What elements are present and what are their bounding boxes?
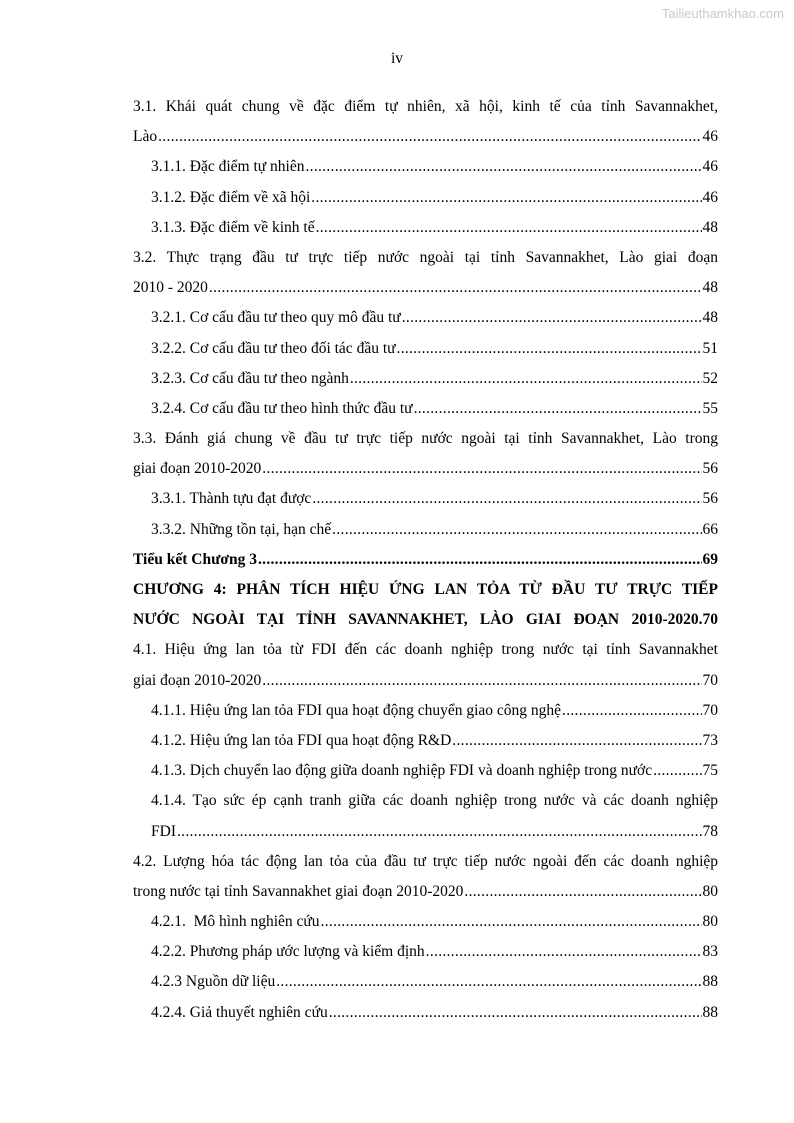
dot-leader bbox=[397, 334, 702, 364]
toc-4-1-1-entry[interactable] bbox=[133, 696, 718, 726]
dot-leader bbox=[305, 152, 701, 182]
toc-3-3-2-page: 66 bbox=[702, 520, 718, 538]
toc-3-2-3-title: 3.2.3. Cơ cấu đầu tư theo ngành bbox=[151, 369, 349, 387]
toc-3-3-2-entry[interactable] bbox=[133, 515, 718, 545]
toc-3-2-4-title: 3.2.4. Cơ cấu đầu tư theo hình thức đầu tư bbox=[151, 399, 413, 417]
toc-4-1-3-entry[interactable] bbox=[133, 756, 718, 786]
table-of-contents bbox=[133, 92, 718, 1028]
toc-4-2-3-title: 4.2.3 Nguồn dữ liệu bbox=[151, 973, 276, 991]
toc-3-2-3-page: 52 bbox=[702, 369, 718, 387]
dot-leader bbox=[312, 484, 701, 514]
toc-3-3-title-cont: giai đoạn 2010-2020 bbox=[133, 460, 262, 478]
dot-leader bbox=[653, 756, 701, 786]
toc-4-1-4-title[interactable]: 4.1.4. Tạo sức ép cạnh tranh giữa các doanh nghiệp trong nước và các doanh nghiệp bbox=[151, 792, 718, 810]
dot-leader bbox=[262, 666, 701, 696]
toc-3-1-1-title: 3.1.1. Đặc điểm tự nhiên bbox=[151, 158, 305, 176]
toc-4-1-4-entry[interactable] bbox=[133, 817, 718, 847]
toc-3-3-page: 56 bbox=[702, 460, 718, 478]
dot-leader bbox=[562, 696, 701, 726]
toc-chapter-4-title[interactable]: CHƯƠNG 4: PHÂN TÍCH HIỆU ỨNG LAN TỎA TỪ ĐẦU TƯ TRỰC TIẾP bbox=[133, 581, 718, 598]
toc-3-1-2-title: 3.1.2. Đặc điểm về xã hội bbox=[151, 188, 311, 206]
toc-summary-chapter-3-page: 69 bbox=[702, 550, 718, 568]
toc-3-3-entry[interactable] bbox=[133, 454, 718, 484]
toc-4-1-4-title-cont: FDI bbox=[151, 822, 176, 840]
toc-3-2-title[interactable]: 3.2. Thực trạng đầu tư trực tiếp nước ngoài tại tỉnh Savannakhet, Lào giai đoạn bbox=[133, 248, 718, 266]
toc-4-1-2-title: 4.1.2. Hiệu ứng lan tỏa FDI qua hoạt động R&D bbox=[151, 731, 452, 749]
toc-3-1-1-entry[interactable] bbox=[133, 152, 718, 182]
toc-summary-chapter-3-entry[interactable] bbox=[133, 545, 718, 575]
toc-3-2-entry[interactable] bbox=[133, 273, 718, 303]
dot-leader bbox=[350, 364, 702, 394]
toc-3-1-3-title: 3.1.3. Đặc điểm về kinh tế bbox=[151, 218, 315, 236]
toc-3-3-1-page: 56 bbox=[702, 490, 718, 508]
toc-3-1-1-page: 46 bbox=[702, 158, 718, 176]
toc-4-2-4-title: 4.2.4. Giả thuyết nghiên cứu bbox=[151, 1003, 328, 1021]
toc-3-1-title-cont: Lào bbox=[133, 128, 158, 146]
toc-4-2-1-entry[interactable] bbox=[133, 907, 718, 937]
toc-4-1-title-cont: giai đoạn 2010-2020 bbox=[133, 671, 262, 689]
toc-4-2-3-page: 88 bbox=[702, 973, 718, 991]
toc-3-1-entry[interactable] bbox=[133, 122, 718, 152]
dot-leader bbox=[276, 967, 701, 997]
toc-4-2-1-page: 80 bbox=[702, 913, 718, 931]
toc-3-3-2-title: 3.3.2. Những tồn tại, hạn chế bbox=[151, 520, 332, 538]
toc-3-2-title-cont: 2010 - 2020 bbox=[133, 279, 208, 297]
toc-4-2-title[interactable]: 4.2. Lượng hóa tác động lan tỏa của đầu tư trực tiếp nước ngoài đến các doanh nghiệp bbox=[133, 852, 718, 870]
dot-leader bbox=[452, 726, 701, 756]
toc-4-2-3-entry[interactable] bbox=[133, 967, 718, 997]
toc-4-2-2-title: 4.2.2. Phương pháp ước lượng và kiểm định bbox=[151, 943, 425, 961]
toc-3-2-1-entry[interactable] bbox=[133, 303, 718, 333]
dot-leader bbox=[329, 998, 702, 1028]
toc-4-1-page: 70 bbox=[702, 671, 718, 689]
toc-summary-chapter-3-title: Tiểu kết Chương 3 bbox=[133, 550, 257, 568]
dot-leader bbox=[321, 907, 702, 937]
toc-4-1-entry[interactable] bbox=[133, 666, 718, 696]
dot-leader bbox=[262, 454, 701, 484]
toc-4-1-2-page: 73 bbox=[702, 731, 718, 749]
toc-4-1-1-page: 70 bbox=[702, 701, 718, 719]
toc-3-1-3-page: 48 bbox=[702, 218, 718, 236]
toc-4-2-1-title: 4.2.1. Mô hình nghiên cứu bbox=[151, 913, 320, 931]
toc-3-3-title[interactable]: 3.3. Đánh giá chung về đầu tư trực tiếp nước ngoài tại tỉnh Savannakhet, Lào trong bbox=[133, 430, 718, 448]
dot-leader bbox=[402, 303, 702, 333]
toc-4-2-title-cont: trong nước tại tỉnh Savannakhet giai đoạn 2010-2020 bbox=[133, 882, 464, 900]
dot-leader bbox=[177, 817, 702, 847]
toc-3-1-title[interactable]: 3.1. Khái quát chung về đặc điểm tự nhiên, xã hội, kinh tế của tỉnh Savannakhet, bbox=[133, 98, 718, 115]
toc-4-1-title[interactable]: 4.1. Hiệu ứng lan tỏa từ FDI đến các doanh nghiệp trong nước tại tỉnh Savannakhet bbox=[133, 641, 718, 659]
dot-leader bbox=[209, 273, 702, 303]
toc-3-2-2-entry[interactable] bbox=[133, 334, 718, 364]
toc-4-1-2-entry[interactable] bbox=[133, 726, 718, 756]
toc-4-2-entry[interactable] bbox=[133, 877, 718, 907]
toc-3-2-4-page: 55 bbox=[702, 399, 718, 417]
toc-4-2-4-page: 88 bbox=[702, 1003, 718, 1021]
toc-3-1-3-entry[interactable] bbox=[133, 213, 718, 243]
toc-4-2-page: 80 bbox=[702, 882, 718, 900]
dot-leader bbox=[464, 877, 701, 907]
toc-3-3-1-entry[interactable] bbox=[133, 484, 718, 514]
toc-4-1-3-page: 75 bbox=[702, 762, 718, 780]
dot-leader bbox=[158, 122, 701, 152]
toc-3-2-1-page: 48 bbox=[702, 309, 718, 327]
dot-leader bbox=[414, 394, 702, 424]
toc-3-1-2-page: 46 bbox=[702, 188, 718, 206]
toc-3-2-2-page: 51 bbox=[702, 339, 718, 357]
toc-3-3-1-title: 3.3.1. Thành tựu đạt được bbox=[151, 490, 312, 508]
dot-leader bbox=[311, 183, 701, 213]
toc-4-1-3-title: 4.1.3. Dịch chuyển lao động giữa doanh nghiệp FDI và doanh nghiệp trong nước bbox=[151, 762, 653, 780]
watermark: Tailieuthamkhao.com bbox=[661, 6, 784, 21]
toc-3-2-page: 48 bbox=[702, 279, 718, 297]
dot-leader bbox=[426, 937, 702, 967]
toc-chapter-4-title-cont[interactable]: NƯỚC NGOÀI TẠI TỈNH SAVANNAKHET, LÀO GIAI ĐOẠN 2010-2020.70 bbox=[133, 611, 718, 629]
toc-3-2-2-title: 3.2.2. Cơ cấu đầu tư theo đối tác đầu tư bbox=[151, 339, 396, 357]
page-number: iv bbox=[390, 50, 404, 67]
toc-4-2-4-entry[interactable] bbox=[133, 998, 718, 1028]
toc-4-1-1-title: 4.1.1. Hiệu ứng lan tỏa FDI qua hoạt động chuyển giao công nghệ bbox=[151, 701, 562, 719]
toc-3-1-page: 46 bbox=[702, 128, 718, 146]
dot-leader bbox=[332, 515, 701, 545]
dot-leader bbox=[258, 545, 702, 575]
toc-3-2-3-entry[interactable] bbox=[133, 364, 718, 394]
toc-4-1-4-page: 78 bbox=[702, 822, 718, 840]
toc-4-2-2-entry[interactable] bbox=[133, 937, 718, 967]
dot-leader bbox=[316, 213, 702, 243]
toc-3-2-4-entry[interactable] bbox=[133, 394, 718, 424]
toc-4-2-2-page: 83 bbox=[702, 943, 718, 961]
toc-3-2-1-title: 3.2.1. Cơ cấu đầu tư theo quy mô đầu tư bbox=[151, 309, 401, 327]
toc-3-1-2-entry[interactable] bbox=[133, 183, 718, 213]
